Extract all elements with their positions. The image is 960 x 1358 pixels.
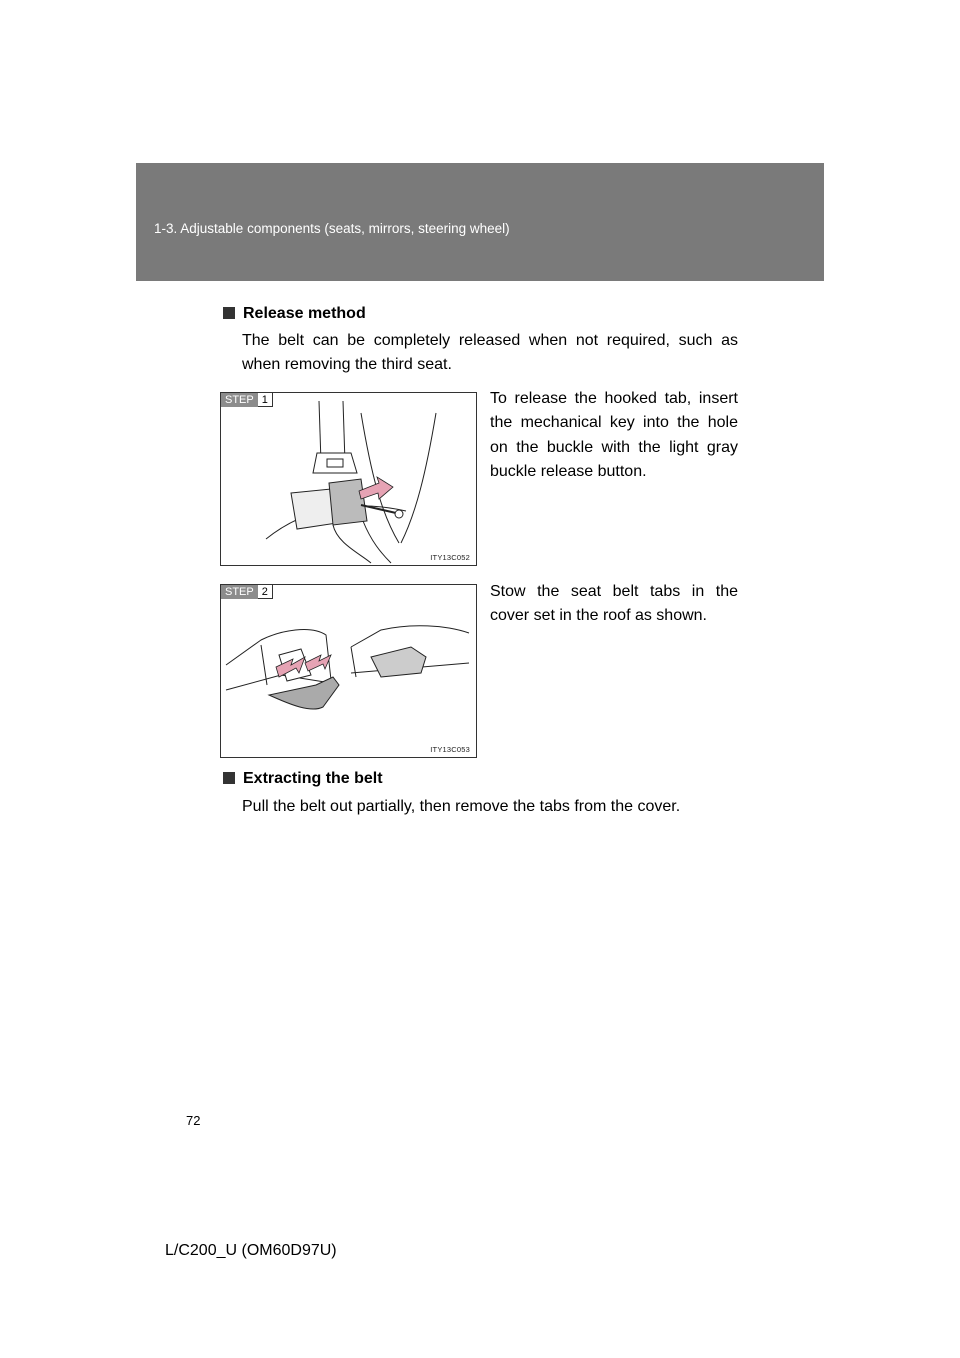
step-2-label — [221, 585, 273, 599]
figure-code: ITY13C053 — [430, 745, 470, 754]
figure-code: ITY13C052 — [430, 553, 470, 562]
page-number: 72 — [186, 1113, 201, 1128]
step-number: 2 — [258, 585, 273, 599]
step-word: STEP — [221, 393, 258, 407]
release-method-heading — [223, 305, 366, 323]
step-1-text: To release the hooked tab, insert the mechanical key into the hole on the buckle with the light gray buckle release button. — [490, 390, 738, 480]
square-bullet-icon — [223, 772, 235, 784]
step-2-figure — [220, 584, 477, 758]
step-1-label — [221, 393, 273, 407]
extracting-heading-text: Extracting the belt — [243, 770, 383, 787]
square-bullet-icon — [223, 307, 235, 319]
roof-cover-illustration — [221, 585, 476, 757]
step-1-figure — [220, 392, 477, 566]
document-id: L/C200_U (OM60D97U) — [165, 1242, 337, 1259]
step-word: STEP — [221, 585, 258, 599]
header-band — [136, 163, 824, 281]
step-2-text: Stow the seat belt tabs in the cover set in the roof as shown. — [490, 583, 738, 625]
release-method-paragraph: The belt can be completely released when not required, such as when removing the third seat. — [242, 332, 738, 373]
release-method-heading-text: Release method — [243, 305, 366, 322]
extracting-paragraph: Pull the belt out partially, then remove the tabs from the cover. — [242, 798, 681, 815]
arrow-icon — [359, 477, 393, 499]
arrow-icon — [305, 655, 331, 671]
section-title: 1-3. Adjustable components (seats, mirrors, steering wheel) — [154, 221, 510, 236]
extracting-heading — [223, 770, 383, 788]
step-number: 1 — [258, 393, 273, 407]
buckle-illustration — [221, 393, 476, 565]
